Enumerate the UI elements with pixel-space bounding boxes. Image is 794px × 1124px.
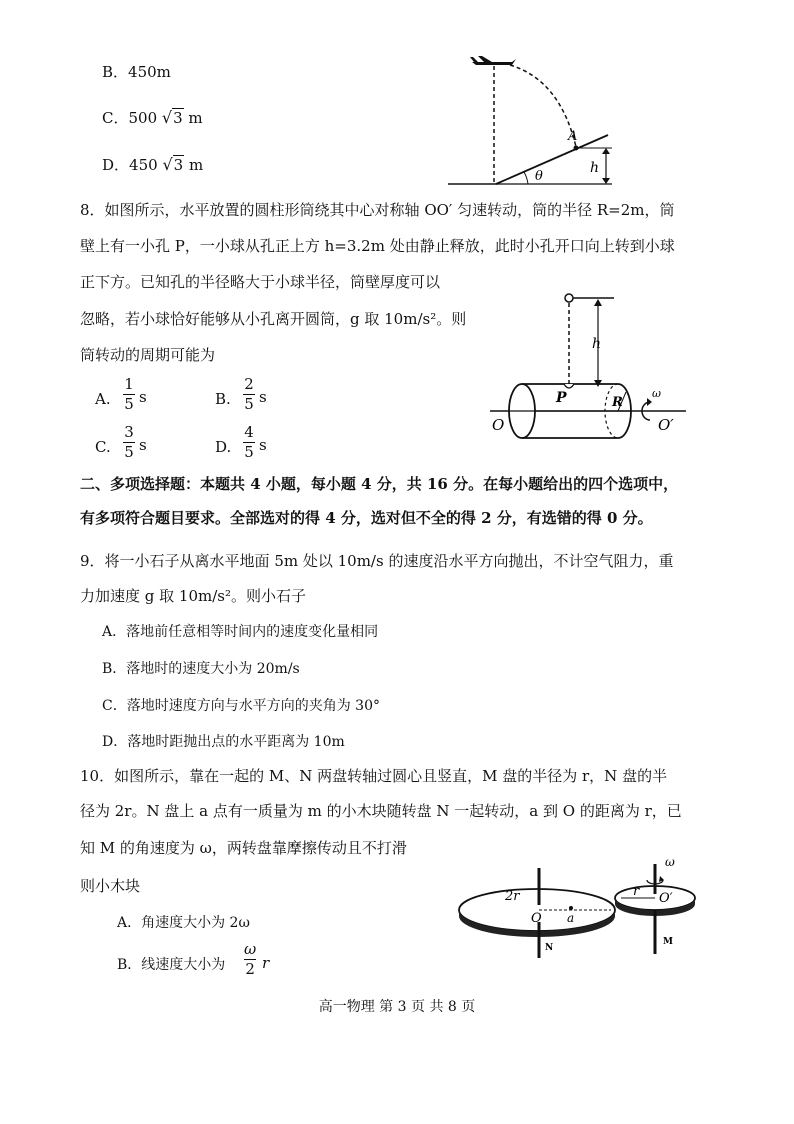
q8-line-5: 筒转动的周期可能为: [80, 346, 216, 364]
q7-figure: [440, 50, 620, 190]
q10-option-b-label: B．线速度大小为: [117, 957, 226, 973]
label-a: a: [567, 911, 575, 925]
q10-line-2: 径为 2r。N 盘上 a 点有一质量为 m 的小木块随转盘 N 一起转动，a 到 O 的距离为 r，已: [80, 802, 682, 820]
ball: [565, 294, 573, 302]
label-m: M: [663, 937, 673, 947]
airplane-icon: [470, 56, 516, 65]
q10-line-3: 知 M 的角速度为 ω，两转盘靠摩擦传动且不打滑: [80, 839, 407, 857]
q9-option-d: D．落地时距抛出点的水平距离为 10m: [102, 734, 345, 750]
label-o: O: [492, 416, 505, 434]
label-omega: ω: [665, 855, 675, 869]
point-a: [569, 906, 573, 910]
label-2r: 2r: [505, 889, 520, 904]
q10-option-b-fraction: ω 2: [244, 940, 257, 978]
q10-line-4: 则小木块: [80, 877, 141, 895]
label-n: N: [545, 943, 554, 953]
q10-option-b-r: r: [262, 954, 270, 972]
q8-option-c-fraction: 3 5: [124, 423, 134, 461]
label-h: h: [590, 160, 600, 176]
q8-option-a-fraction: 1 5: [124, 375, 134, 413]
q8-option-b-fraction: 2 5: [244, 375, 254, 413]
q8-line-1: 8．如图所示，水平放置的圆柱形筒绕其中心对称轴 OO′ 匀速转动，筒的半径 R=2m，筒: [80, 201, 675, 219]
page-footer: 高一物理 第 3 页 共 8 页: [318, 999, 476, 1015]
q8-option-d-unit: s: [259, 436, 267, 454]
q8-option-c-letter: C.: [95, 438, 111, 456]
hole-p: [564, 384, 574, 388]
label-a: A: [568, 129, 578, 144]
section-2-line-2: 有多项符合题目要求。全部选对的得 4 分，选对但不全的得 2 分，有选错的得 0 分。: [80, 509, 653, 527]
q10-figure: [455, 850, 705, 965]
q7-option-d: D．450 √3 m: [102, 155, 204, 174]
q9-option-c: C．落地时速度方向与水平方向的夹角为 30°: [102, 698, 380, 714]
label-p: P: [556, 390, 567, 406]
q8-option-d-fraction: 4 5: [244, 423, 254, 461]
q8-option-b-letter: B.: [215, 390, 231, 408]
q8-option-a-letter: A.: [95, 390, 111, 408]
q8-line-2: 壁上有一小孔 P，一小球从孔正上方 h=3.2m 处由静止释放，此时小孔开口向上转到小球: [80, 237, 675, 255]
label-omega: ω: [652, 387, 661, 400]
label-o-prime: O′: [658, 416, 674, 434]
q8-option-d-letter: D.: [215, 438, 232, 456]
q9-option-a: A．落地前任意相等时间内的速度变化量相同: [102, 624, 379, 640]
q8-option-c-unit: s: [139, 436, 147, 454]
q10-option-a: A．角速度大小为 2ω: [117, 915, 250, 931]
q10-line-1: 10．如图所示，靠在一起的 M、N 两盘转轴过圆心且竖直，M 盘的半径为 r，N 盘的半: [80, 767, 668, 785]
q8-line-4: 忽略，若小球恰好能够从小孔离开圆筒，g 取 10m/s²。则: [80, 310, 467, 328]
trajectory: [510, 65, 576, 147]
point-a: [574, 146, 579, 151]
q9-line-2: 力加速度 g 取 10m/s²。则小石子: [80, 587, 306, 605]
q8-option-b-unit: s: [259, 388, 267, 406]
label-h: h: [592, 336, 602, 352]
q8-option-a-unit: s: [139, 388, 147, 406]
q9-line-1: 9．将一小石子从离水平地面 5m 处以 10m/s 的速度沿水平方向抛出，不计空气阻力，重: [80, 552, 674, 570]
label-o-prime: O′: [659, 891, 673, 906]
q8-line-3: 正下方。已知孔的半径略大于小球半径，筒壁厚度可以: [80, 273, 441, 291]
label-theta: θ: [535, 169, 543, 184]
q7-option-b: B．450m: [102, 63, 171, 81]
q9-option-b: B．落地时的速度大小为 20m/s: [102, 661, 300, 677]
q8-figure: [486, 290, 696, 450]
section-2-line-1: 二、多项选择题：本题共 4 小题，每小题 4 分，共 16 分。在每小题给出的四个选项中，: [80, 475, 679, 493]
q7-option-c: C．500 √3 m: [102, 108, 203, 127]
label-r: R: [612, 395, 623, 410]
label-o: O: [531, 911, 542, 926]
label-r: r: [633, 884, 640, 899]
